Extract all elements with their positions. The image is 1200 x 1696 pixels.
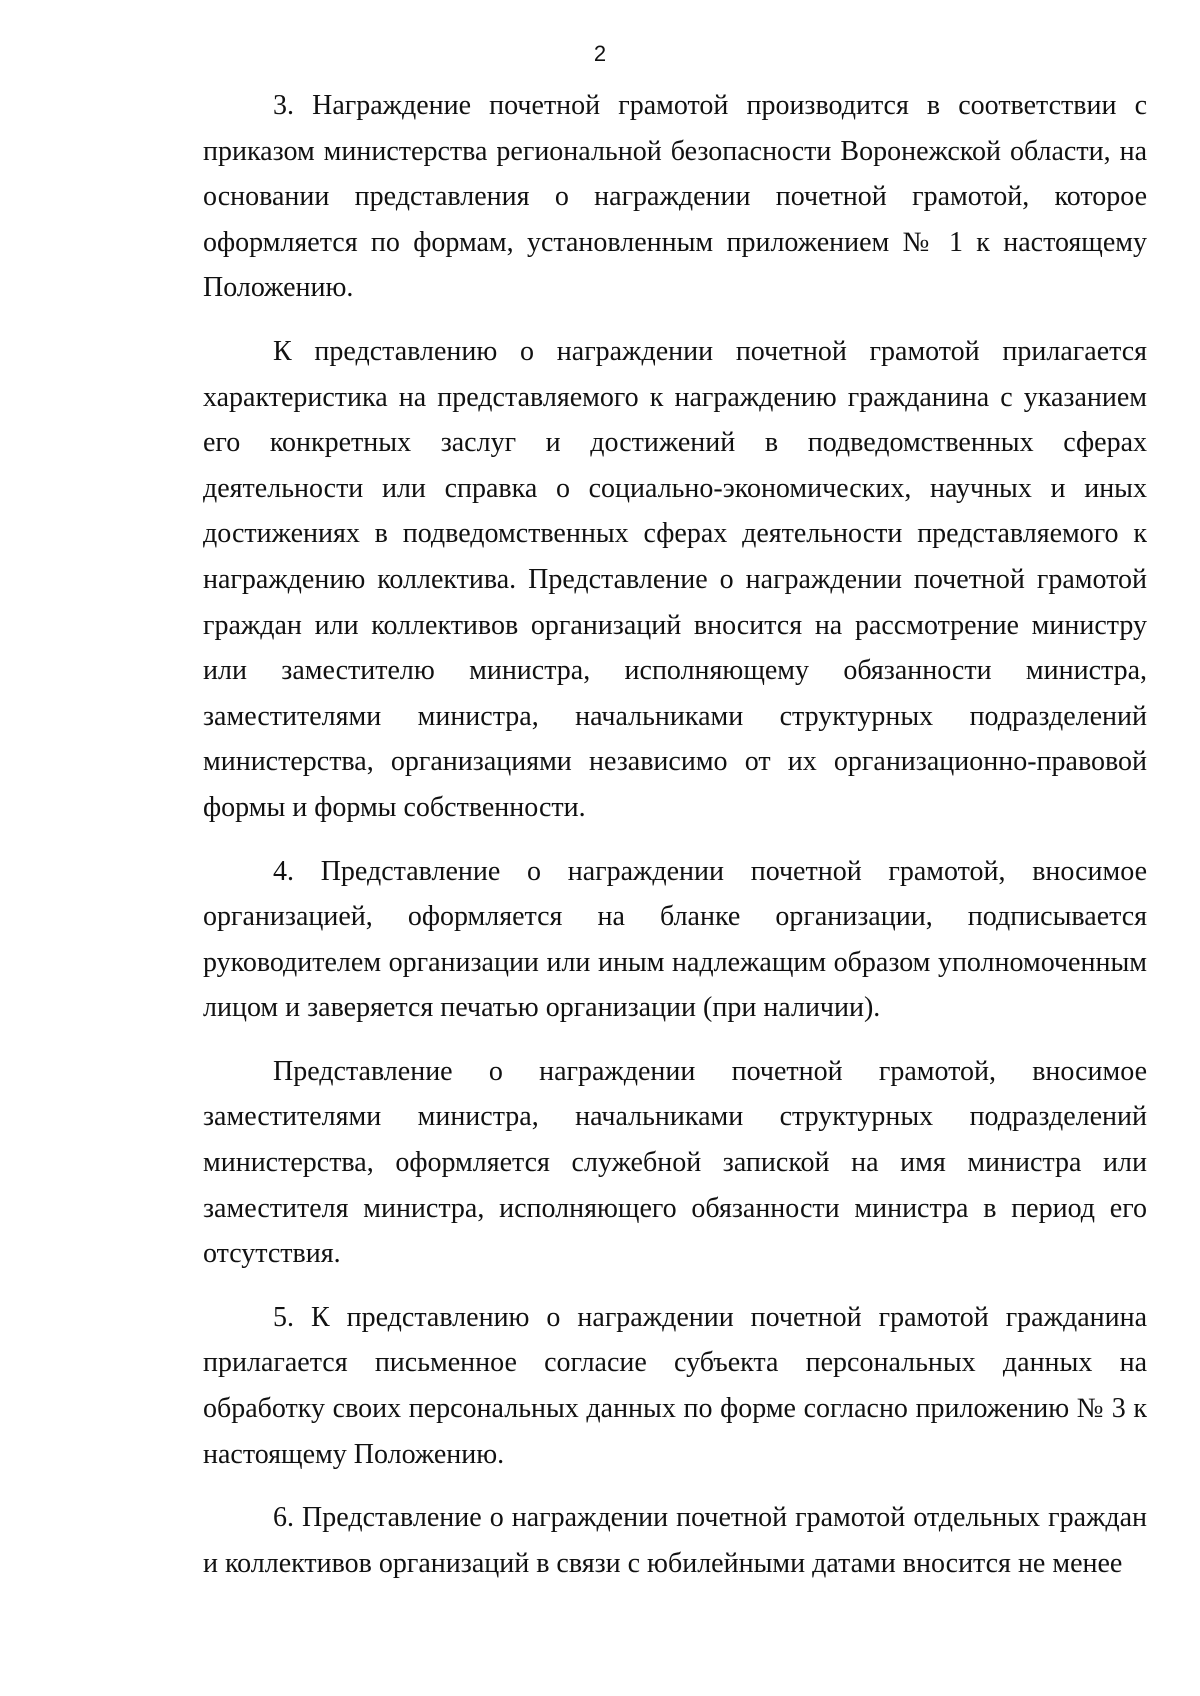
paragraph-internal-memo: Представление о награждении почетной грамотой, вносимое заместителями министра, начальниками структурных подразделений министерства, оформляется служебной запиской на имя министра или заместителя министра, исполняющего обязанности министра в период его отсутствия. <box>203 1055 1147 1270</box>
paragraph-item-5: 5. К представлению о награждении почетной грамотой гражданина прилагается письменное согласие субъекта персональных данных на обработку своих персональных данных по форме согласно приложению № 3 к настоящему Положению. <box>203 1301 1147 1470</box>
page-number: 2 <box>593 41 607 66</box>
paragraph-attachment-requirements: К представлению о награждении почетной грамотой прилагается характеристика на представляемого к награждению гражданина с указанием его конкретных заслуг и достижений в подведомственных сферах деятельности или справка о социально-экономических, научных и иных достижениях в подведомственных сферах деятельности представляемого к награждению коллектива. Представление о награждении почетной грамотой граждан или коллективов организаций вносится на рассмотрение министру или заместителю министра, исполняющему обязанности министра, заместителями министра, начальниками структурных подразделений министерства, организациями независимо от их организационно-правовой формы и формы собственности. <box>203 335 1147 823</box>
document-body <box>203 83 1147 1586</box>
paragraph-item-4: 4. Представление о награждении почетной грамотой, вносимое организацией, оформляется на бланке организации, подписывается руководителем организации или иным надлежащим образом уполномоченным лицом и заверяется печатью организации (при наличии). <box>203 855 1147 1024</box>
paragraph-item-6: 6. Представление о награждении почетной грамотой отдельных граждан и коллективов организаций в связи с юбилейными датами вносится не менее <box>203 1502 1147 1579</box>
paragraph-item-3: 3. Награждение почетной грамотой производится в соответствии с приказом министерства региональной безопасности Воронежской области, на основании представления о награждении почетной грамотой, которое оформляется по формам, установленным приложением № 1 к настоящему Положению. <box>203 90 1147 304</box>
